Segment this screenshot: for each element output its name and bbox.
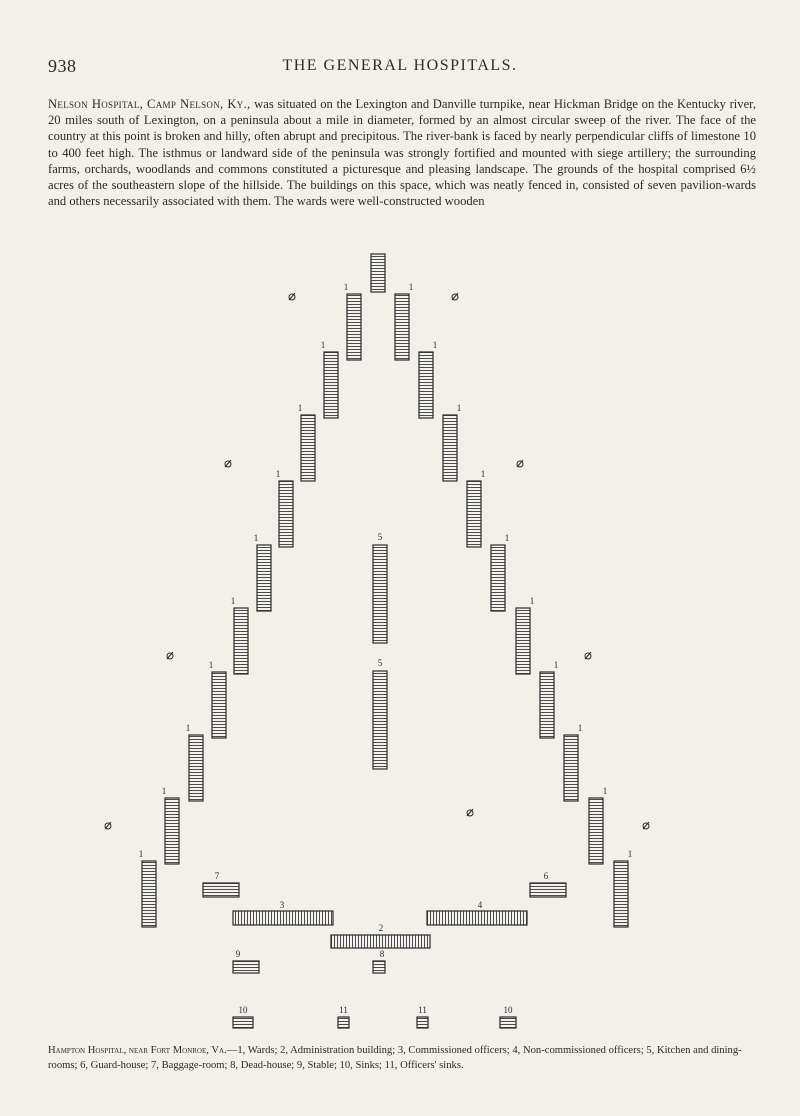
ward-label-left-8: 1 [185,723,191,733]
ward-left-9 [165,798,179,864]
ward-label-right-1: 1 [408,282,414,292]
ward-right-5 [491,545,505,611]
administration-label: 2 [378,923,384,933]
ward-right-3 [443,415,457,481]
officers-sinks-left-label: 11 [339,1005,348,1015]
noncommissioned-officers-building [427,911,527,925]
commissioned-officers-label: 3 [279,900,285,910]
ward-right-4 [467,481,481,547]
caption-lead: Hampton Hospital, near Fort Monroe, Va. [48,1045,227,1056]
caption-text: —1, Wards; 2, Administration building; 3, Commissioned officers; 4, Non-commissioned officers; 5, Kitchen and dining-rooms; 6, Guard-house; 7, Baggage-room; 8, Dead-house; 9, Stable; 10, Sinks; 11, Officers' sinks. [48,1045,742,1071]
officers-sinks-left [338,1017,349,1028]
body-text: was situated on the Lexington and Danville turnpike, near Hickman Bridge on the Kentucky river, 20 miles south of Lexington, on a peninsula about a mile in diameter, formed by an almost circular sweep of the river. The face of the country at this point is broken and hilly, often abrupt and precipitous. The river-bank is faced by nearly perpendicular cliffs of limestone 10 to 400 feet high. The isthmus or landward side of the peninsula was strongly fortified and mounted with siege artillery; the surrounding farms, orchards, woodlands and commons constituted a picturesque and pleasing landscape. The grounds of the hospital comprised 6½ acres of the southeastern slope of the hillside. The buildings on this space, which was neatly fenced in, consisted of seven pavilion-wards and others necessarily associated with them. The wards were well-constructed wooden [48,97,756,209]
ward-left-8 [189,735,203,801]
ward-left-4 [279,481,293,547]
sinks-right-label: 10 [503,1005,513,1015]
ward-left-6 [234,608,248,674]
ward-label-right-10: 1 [627,849,633,859]
kitchen-label-lower: 5 [377,658,383,668]
ward-right-10 [614,861,628,927]
ward-right-2 [419,352,433,418]
baggage-room-label: 7 [214,871,220,881]
dead-house-label: 8 [379,949,385,959]
ward-label-left-3: 1 [297,403,303,413]
ward-right-1 [395,294,409,360]
dead-house [373,961,385,973]
ward-left-2 [324,352,338,418]
ward-label-left-5: 1 [253,533,259,543]
officers-sinks-right-label: 11 [418,1005,427,1015]
commissioned-officers-building [233,911,333,925]
ward-label-left-10: 1 [138,849,144,859]
administration-building [331,935,430,948]
ward-right-6 [516,608,530,674]
ward-label-right-3: 1 [456,403,462,413]
ward-left-7 [212,672,226,738]
ward-left-3 [301,415,315,481]
ward-label-left-6: 1 [230,596,236,606]
ward-label-right-5: 1 [504,533,510,543]
ward-apex [371,254,385,292]
kitchen-label-upper: 5 [377,532,383,542]
guard-house [530,883,566,897]
ward-label-right-7: 1 [553,660,559,670]
ward-label-left-1: 1 [343,282,349,292]
ward-label-left-9: 1 [161,786,167,796]
stable-label: 9 [235,949,241,959]
ward-left-10 [142,861,156,927]
ward-label-right-9: 1 [602,786,608,796]
ward-right-7 [540,672,554,738]
ward-label-left-4: 1 [275,469,281,479]
sinks-left-label: 10 [238,1005,248,1015]
guard-house-label: 6 [543,871,549,881]
ward-label-right-6: 1 [529,596,535,606]
ward-label-right-4: 1 [480,469,486,479]
page-number: 938 [48,56,77,76]
officers-sinks-right [417,1017,428,1028]
body-lead: Nelson Hospital, Camp Nelson, Ky., [48,97,251,111]
noncommissioned-officers-label: 4 [477,900,483,910]
ward-label-right-2: 1 [432,340,438,350]
sinks-left [233,1017,253,1028]
ward-right-8 [564,735,578,801]
ward-left-5 [257,545,271,611]
kitchen-building-lower [373,671,387,769]
stable [233,961,259,973]
ward-label-left-7: 1 [208,660,214,670]
ward-left-1 [347,294,361,360]
baggage-room [203,883,239,897]
ward-right-9 [589,798,603,864]
figure-caption [48,1044,760,1073]
sinks-right [500,1017,516,1028]
ward-label-left-2: 1 [320,340,326,350]
ward-label-right-8: 1 [577,723,583,733]
kitchen-building-upper [373,545,387,643]
running-head: THE GENERAL HOSPITALS. [282,57,518,74]
